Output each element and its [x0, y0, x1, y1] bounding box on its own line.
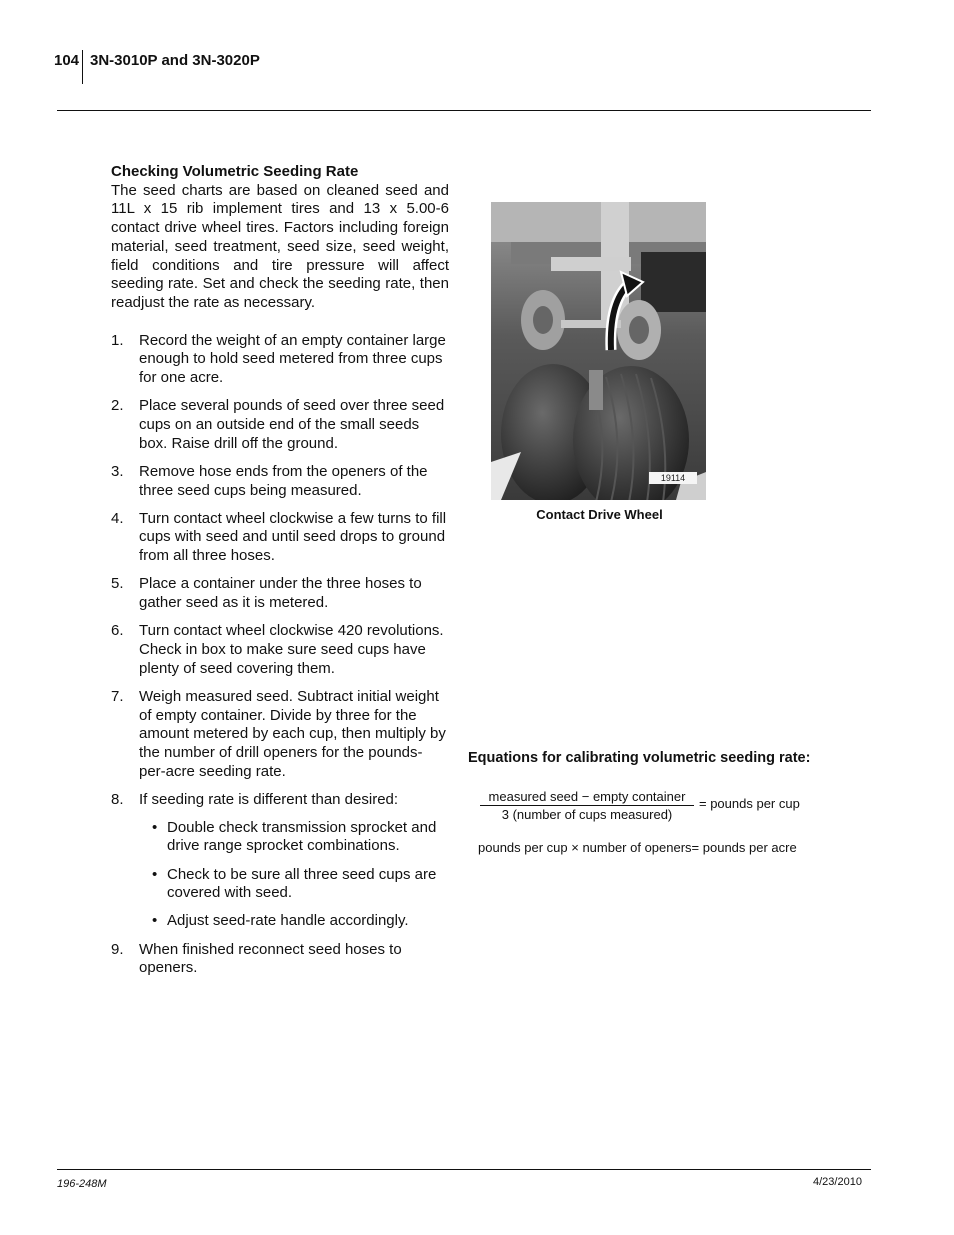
bullet-text: Double check transmission sprocket and drive range sprocket combinations. — [167, 818, 437, 855]
manual-title: 3N-3010P and 3N-3020P — [90, 52, 260, 69]
step-number: 4. — [111, 509, 124, 527]
step-number: 7. — [111, 687, 124, 705]
step-item — [111, 397, 449, 453]
bullet-glyph: • — [152, 912, 158, 930]
equation-1-numerator: measured seed − empty container — [480, 789, 694, 806]
step-item — [111, 622, 449, 678]
intro-paragraph: The seed charts are based on cleaned seed and 11L x 15 rib implement tires and 13 x 5.00-6 contact drive wheel tires. Factors including foreign material, seed treatment, seed size, seed weight, field conditions and tire pressure will affect seeding rate. Set and check the seeding rate, then readjust the rate as necessary. — [111, 181, 449, 311]
step-number: 3. — [111, 462, 124, 480]
step-number: 9. — [111, 940, 124, 958]
step-item — [111, 463, 449, 500]
header-rule — [57, 110, 871, 111]
step-text: If seeding rate is different than desired: — [139, 790, 399, 808]
bullet-item — [139, 819, 449, 856]
footer-rule — [57, 1169, 871, 1170]
equation-1-result: = pounds per cup — [699, 796, 800, 811]
step-number: 2. — [111, 397, 124, 415]
step-item — [111, 688, 449, 782]
equation-1-denominator: 3 (number of cups measured) — [501, 807, 673, 822]
bullet-item — [139, 912, 449, 931]
step-item — [111, 791, 449, 931]
page-number: 104 — [54, 52, 80, 69]
instructions-column — [111, 163, 449, 988]
step-text: Weigh measured seed. Subtract initial weight of empty container. Divide by three for the amount metered by each cup, then multiply by the number of drill openers for the pounds-per-acre seeding rate. — [139, 687, 446, 780]
step-text: Place a container under the three hoses to gather seed as it is metered. — [139, 575, 422, 612]
equations-title: Equations for calibrating volumetric seeding rate: — [468, 750, 811, 766]
equation-2: pounds per cup × number of openers= pounds per acre — [478, 840, 797, 855]
contact-drive-wheel-photo — [491, 202, 706, 500]
step-text: Turn contact wheel clockwise 420 revolutions. Check in box to make sure seed cups have plenty of seed covering them. — [139, 622, 444, 677]
sub-bullet-list — [139, 819, 449, 932]
figure-caption: Contact Drive Wheel — [536, 507, 663, 522]
step-text: Remove hose ends from the openers of the three seed cups being measured. — [139, 462, 428, 499]
equation-1-fraction — [480, 789, 694, 822]
step-item — [111, 510, 449, 566]
document-number: 196-248M — [57, 1178, 107, 1190]
step-number: 6. — [111, 622, 124, 640]
bullet-glyph: • — [152, 818, 158, 836]
section-title: Checking Volumetric Seeding Rate — [111, 163, 359, 180]
bullet-glyph: • — [152, 865, 158, 883]
step-number: 8. — [111, 790, 124, 808]
revision-date: 4/23/2010 — [813, 1176, 862, 1188]
step-text: Record the weight of an empty container large enough to hold seed metered from three cups for one acre. — [139, 331, 446, 387]
figure-reference-number: 19114 — [660, 473, 686, 483]
bullet-text: Adjust seed-rate handle accordingly. — [167, 912, 409, 930]
header-divider — [82, 50, 83, 84]
step-item — [111, 575, 449, 612]
step-item — [111, 332, 449, 388]
step-text: When finished reconnect seed hoses to openers. — [139, 940, 402, 977]
bullet-text: Check to be sure all three seed cups are covered with seed. — [167, 865, 437, 902]
steps-list — [111, 332, 449, 978]
step-text: Turn contact wheel clockwise a few turns to fill cups with seed and until seed drops to ground from all three hoses. — [139, 509, 447, 565]
step-number: 1. — [111, 331, 124, 349]
bullet-item — [139, 866, 449, 903]
step-item — [111, 941, 449, 978]
step-number: 5. — [111, 575, 124, 593]
step-text: Place several pounds of seed over three seed cups on an outside end of the small seeds box. Raise drill off the ground. — [139, 397, 445, 452]
